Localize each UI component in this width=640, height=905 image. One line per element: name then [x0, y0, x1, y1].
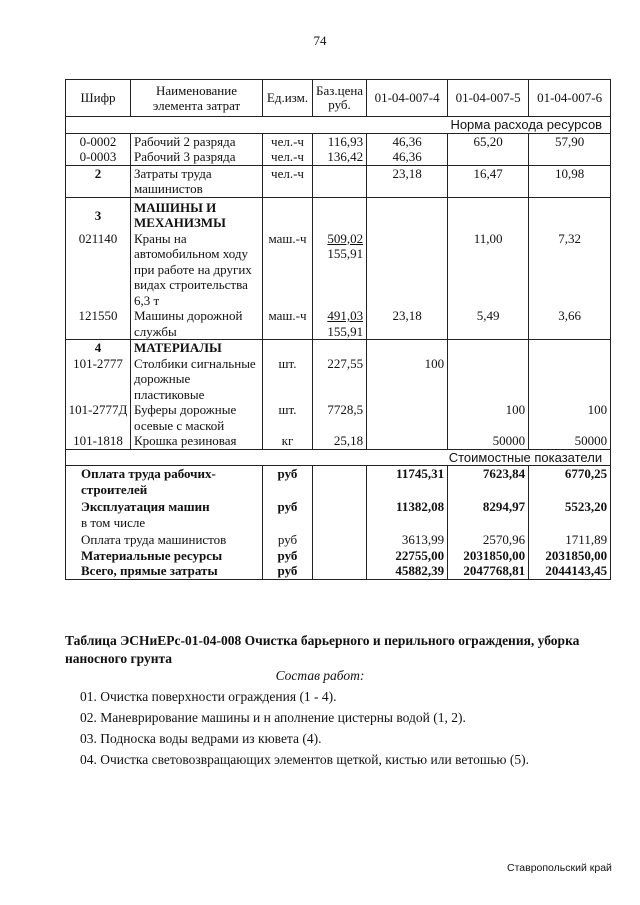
- header-name: Наименование элемента затрат: [131, 80, 263, 117]
- cell-value: 65,20: [448, 133, 529, 149]
- cost-name: Материальные ресурсы: [66, 548, 263, 564]
- cell-value: 11,00: [448, 231, 529, 309]
- resource-table: [65, 79, 611, 580]
- table-header-row: [66, 80, 611, 117]
- cell-value: 10,98: [529, 165, 611, 197]
- cost-name: Оплата труда машинистов: [66, 530, 263, 548]
- cell-code: 0-0002: [66, 133, 131, 149]
- cost-unit: руб: [263, 466, 313, 498]
- table-row: [66, 308, 611, 340]
- cell-name: Краны на автомобильном ходу при работе на других видах строительства 6,3 т: [131, 231, 263, 309]
- cell-value: 23,18: [367, 165, 448, 197]
- cell-unit: маш.-ч: [263, 231, 313, 309]
- cell-price: [313, 165, 367, 197]
- cell-name: Затраты труда машинистов: [131, 165, 263, 197]
- cell-unit: шт.: [263, 356, 313, 403]
- cell-code: 0-0003: [66, 149, 131, 165]
- cell-price: [313, 308, 367, 340]
- works-subtitle: Состав работ:: [275, 668, 365, 683]
- cell-name: Машины дорожной службы: [131, 308, 263, 340]
- cell-value: [448, 149, 529, 165]
- table-row: [66, 165, 611, 197]
- price-top: 491,03: [327, 308, 364, 323]
- cost-name: [66, 497, 263, 530]
- cell-unit: чел.-ч: [263, 149, 313, 165]
- cost-name: Всего, прямые затраты: [66, 563, 263, 579]
- page-number: 74: [313, 33, 327, 48]
- section-materials-row: [66, 340, 611, 356]
- table-row: [66, 231, 611, 309]
- cell-value: 23,18: [367, 308, 448, 340]
- cell-name: Рабочий 2 разряда: [131, 133, 263, 149]
- cell-price: 7728,5: [313, 402, 367, 433]
- cell-value: [529, 356, 611, 403]
- cell-value: [367, 402, 448, 433]
- cell-value: 50000: [448, 433, 529, 449]
- cost-sub-text: в том числе: [81, 514, 146, 530]
- cell-price: 227,55: [313, 356, 367, 403]
- cell-code: 101-1818: [66, 433, 131, 449]
- cost-row: [66, 466, 611, 498]
- cell-unit: шт.: [263, 402, 313, 433]
- section-code: 4: [66, 340, 131, 356]
- cell-name: Столбики сигнальные дорожные пластиковые: [131, 356, 263, 403]
- section-cost-label: Стоимостные показатели: [66, 449, 611, 466]
- cell-value: 11745,31: [367, 466, 448, 498]
- cell-unit: кг: [263, 433, 313, 449]
- section-machines-row: [66, 197, 611, 231]
- works-item: 04. Очистка световозвращающих элементов щеткой, кистью или ветошью (5).: [80, 752, 529, 767]
- cost-row: [66, 563, 611, 579]
- cell-code: 2: [66, 165, 131, 197]
- cell-value: 100: [529, 402, 611, 433]
- cell-code: 121550: [66, 308, 131, 340]
- cost-unit: руб: [263, 548, 313, 564]
- cost-name: Оплата труда рабочих-строителей: [66, 466, 263, 498]
- cell-value: 50000: [529, 433, 611, 449]
- cost-row: [66, 497, 611, 530]
- cell-value: 16,47: [448, 165, 529, 197]
- section-norm-row: [66, 117, 611, 134]
- cell-value: 6770,25: [529, 466, 611, 498]
- price-bottom: 155,91: [327, 246, 364, 261]
- works-list: [80, 686, 529, 770]
- next-table-title: Таблица ЭСНиЕРс-01-04-008 Очистка барьерного и перильного ограждения, уборка наносного грунта: [65, 633, 580, 666]
- cell-code: 021140: [66, 231, 131, 309]
- cell-price: 116,93: [313, 133, 367, 149]
- cell-value: 46,36: [367, 133, 448, 149]
- cell-value: 3613,99: [367, 530, 448, 548]
- price-bottom: 155,91: [327, 323, 364, 339]
- cell-value: 5,49: [448, 308, 529, 340]
- cell-value: 57,90: [529, 133, 611, 149]
- cell-value: 1711,89: [529, 530, 611, 548]
- cell-value: 22755,00: [367, 548, 448, 564]
- cell-value: [367, 231, 448, 309]
- cell-value: 3,66: [529, 308, 611, 340]
- cell-name: Крошка резиновая: [131, 433, 263, 449]
- cost-unit: руб: [263, 563, 313, 579]
- cost-name-text: Эксплуатация машин: [81, 499, 210, 514]
- cell-unit: маш.-ч: [263, 308, 313, 340]
- cell-value: 46,36: [367, 149, 448, 165]
- cell-value: 2031850,00: [448, 548, 529, 564]
- footer-region: Ставропольский край: [507, 862, 612, 874]
- cell-name: Буферы дорожные осевые с маской: [131, 402, 263, 433]
- table-row: [66, 149, 611, 165]
- cell-value: 7623,84: [448, 466, 529, 498]
- cost-unit: руб: [263, 530, 313, 548]
- cell-value: 8294,97: [448, 497, 529, 530]
- cell-value: 2570,96: [448, 530, 529, 548]
- works-item: 02. Маневрирование машины и н аполнение цистерны водой (1, 2).: [80, 710, 466, 725]
- cell-value: 2047768,81: [448, 563, 529, 579]
- cost-row: [66, 530, 611, 548]
- cell-unit: чел.-ч: [263, 133, 313, 149]
- cost-unit: руб: [263, 497, 313, 530]
- cell-value: [448, 356, 529, 403]
- section-norm-label: Норма расхода ресурсов: [66, 117, 611, 134]
- cell-value: 5523,20: [529, 497, 611, 530]
- table-row: [66, 133, 611, 149]
- cell-value: 11382,08: [367, 497, 448, 530]
- cell-value: 2031850,00: [529, 548, 611, 564]
- cell-value: [529, 149, 611, 165]
- section-title: МАТЕРИАЛЫ: [131, 340, 263, 356]
- header-col6: 01-04-007-6: [529, 80, 611, 117]
- header-unit: Ед.изм.: [263, 80, 313, 117]
- cell-value: 7,32: [529, 231, 611, 309]
- cell-price: [313, 231, 367, 309]
- cost-row: [66, 548, 611, 564]
- cell-name: Рабочий 3 разряда: [131, 149, 263, 165]
- section-code: 3: [66, 197, 131, 231]
- cell-code: 101-2777: [66, 356, 131, 403]
- works-item: 01. Очистка поверхности ограждения (1 - 4).: [80, 689, 337, 704]
- cell-value: 2044143,45: [529, 563, 611, 579]
- cell-price: 25,18: [313, 433, 367, 449]
- cell-value: [367, 433, 448, 449]
- works-item: 03. Подноска воды ведрами из кювета (4).: [80, 731, 322, 746]
- section-cost-row: [66, 449, 611, 466]
- cell-price: 136,42: [313, 149, 367, 165]
- table-row: [66, 402, 611, 433]
- header-col4: 01-04-007-4: [367, 80, 448, 117]
- cell-value: 45882,39: [367, 563, 448, 579]
- cell-value: 100: [367, 356, 448, 403]
- cell-value: 100: [448, 402, 529, 433]
- price-top: 509,02: [327, 230, 364, 246]
- header-col5: 01-04-007-5: [448, 80, 529, 117]
- cell-code: 101-2777Д: [66, 402, 131, 433]
- cell-unit: чел.-ч: [263, 165, 313, 197]
- table-row: [66, 433, 611, 449]
- table-row: [66, 356, 611, 403]
- section-title: МАШИНЫ И МЕХАНИЗМЫ: [131, 197, 263, 231]
- header-price: Баз.цена руб.: [313, 80, 367, 117]
- header-code: Шифр: [66, 80, 131, 117]
